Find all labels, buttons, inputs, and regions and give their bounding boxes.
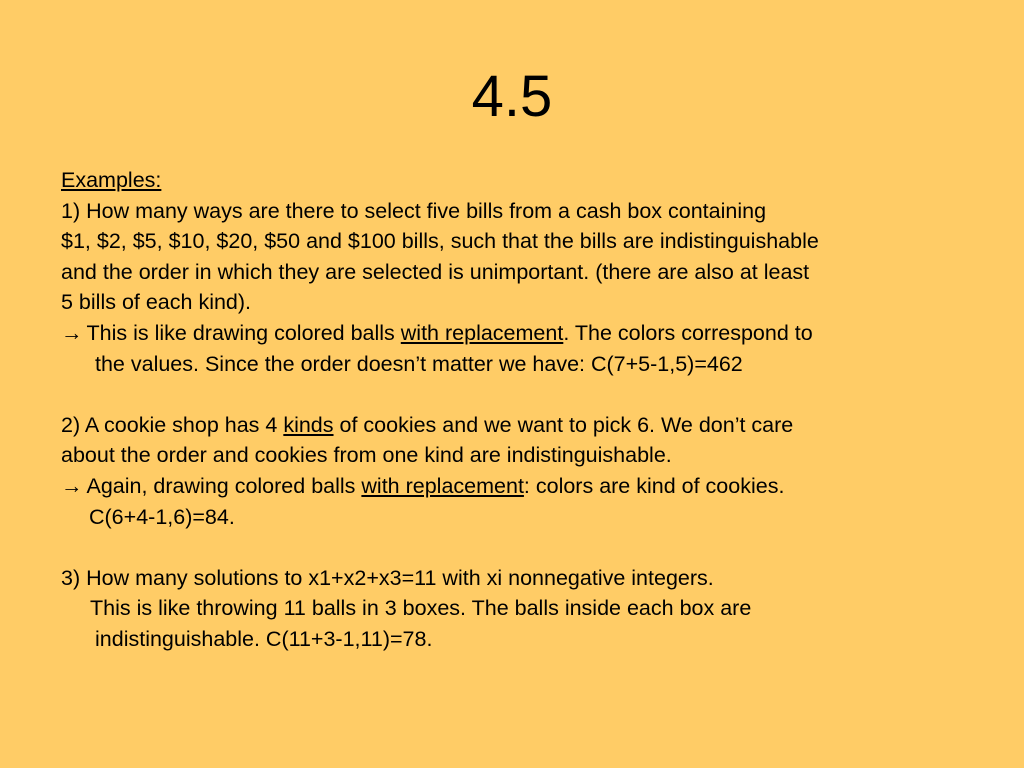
example-2-line-1-pre: 2) A cookie shop has 4 (61, 412, 284, 437)
slide-body (61, 165, 981, 655)
example-1-line-1: 1) How many ways are there to select five bills from a cash box containing (61, 198, 767, 223)
example-1-line-2: $1, $2, $5, $10, $20, $50 and $100 bills, such that the bills are indistinguishable (61, 229, 819, 254)
example-3-line-1: 3) How many solutions to x1+x2+x3=11 with xi nonnegative integers. (61, 565, 714, 590)
example-1-answer (61, 318, 981, 349)
example-2-line-1-underlined: kinds (283, 412, 334, 437)
example-2-answer (61, 471, 981, 502)
example-1-answer-pre: This is like drawing colored balls (86, 320, 401, 345)
example-3-line-3: indistinguishable. C(11+3-1,11)=78. (95, 626, 433, 651)
arrow-right-icon: → (61, 320, 83, 345)
example-2-line-1-post: of cookies and we want to pick 6. We don’t care (333, 412, 794, 437)
examples-heading: Examples: (61, 168, 162, 192)
example-2-answer-underlined: with replacement (361, 473, 524, 498)
example-1-line-4: 5 bills of each kind). (61, 290, 252, 315)
example-2-line-2: about the order and cookies from one kind are indistinguishable. (61, 443, 672, 468)
arrow-right-icon: → (61, 473, 83, 498)
example-1-answer-underlined: with replacement (400, 320, 564, 345)
example-1-line-3: and the order in which they are selected is unimportant. (there are also at least (61, 259, 810, 284)
example-2-line-1 (61, 410, 981, 441)
example-3-line-2: This is like throwing 11 balls in 3 boxes. The balls inside each box are (90, 596, 752, 621)
example-1-answer-line-2: the values. Since the order doesn’t matter we have: C(7+5-1,5)=462 (95, 351, 743, 376)
example-2-answer-post: : colors are kind of cookies. (523, 473, 785, 498)
example-1-answer-post: . The colors correspond to (563, 320, 813, 345)
slide-title: 4.5 (471, 64, 553, 129)
blank-line (61, 379, 981, 410)
example-2-answer-pre: Again, drawing colored balls (86, 473, 362, 498)
example-2-answer-line-2: C(6+4-1,6)=84. (89, 504, 235, 529)
blank-line (61, 532, 981, 563)
